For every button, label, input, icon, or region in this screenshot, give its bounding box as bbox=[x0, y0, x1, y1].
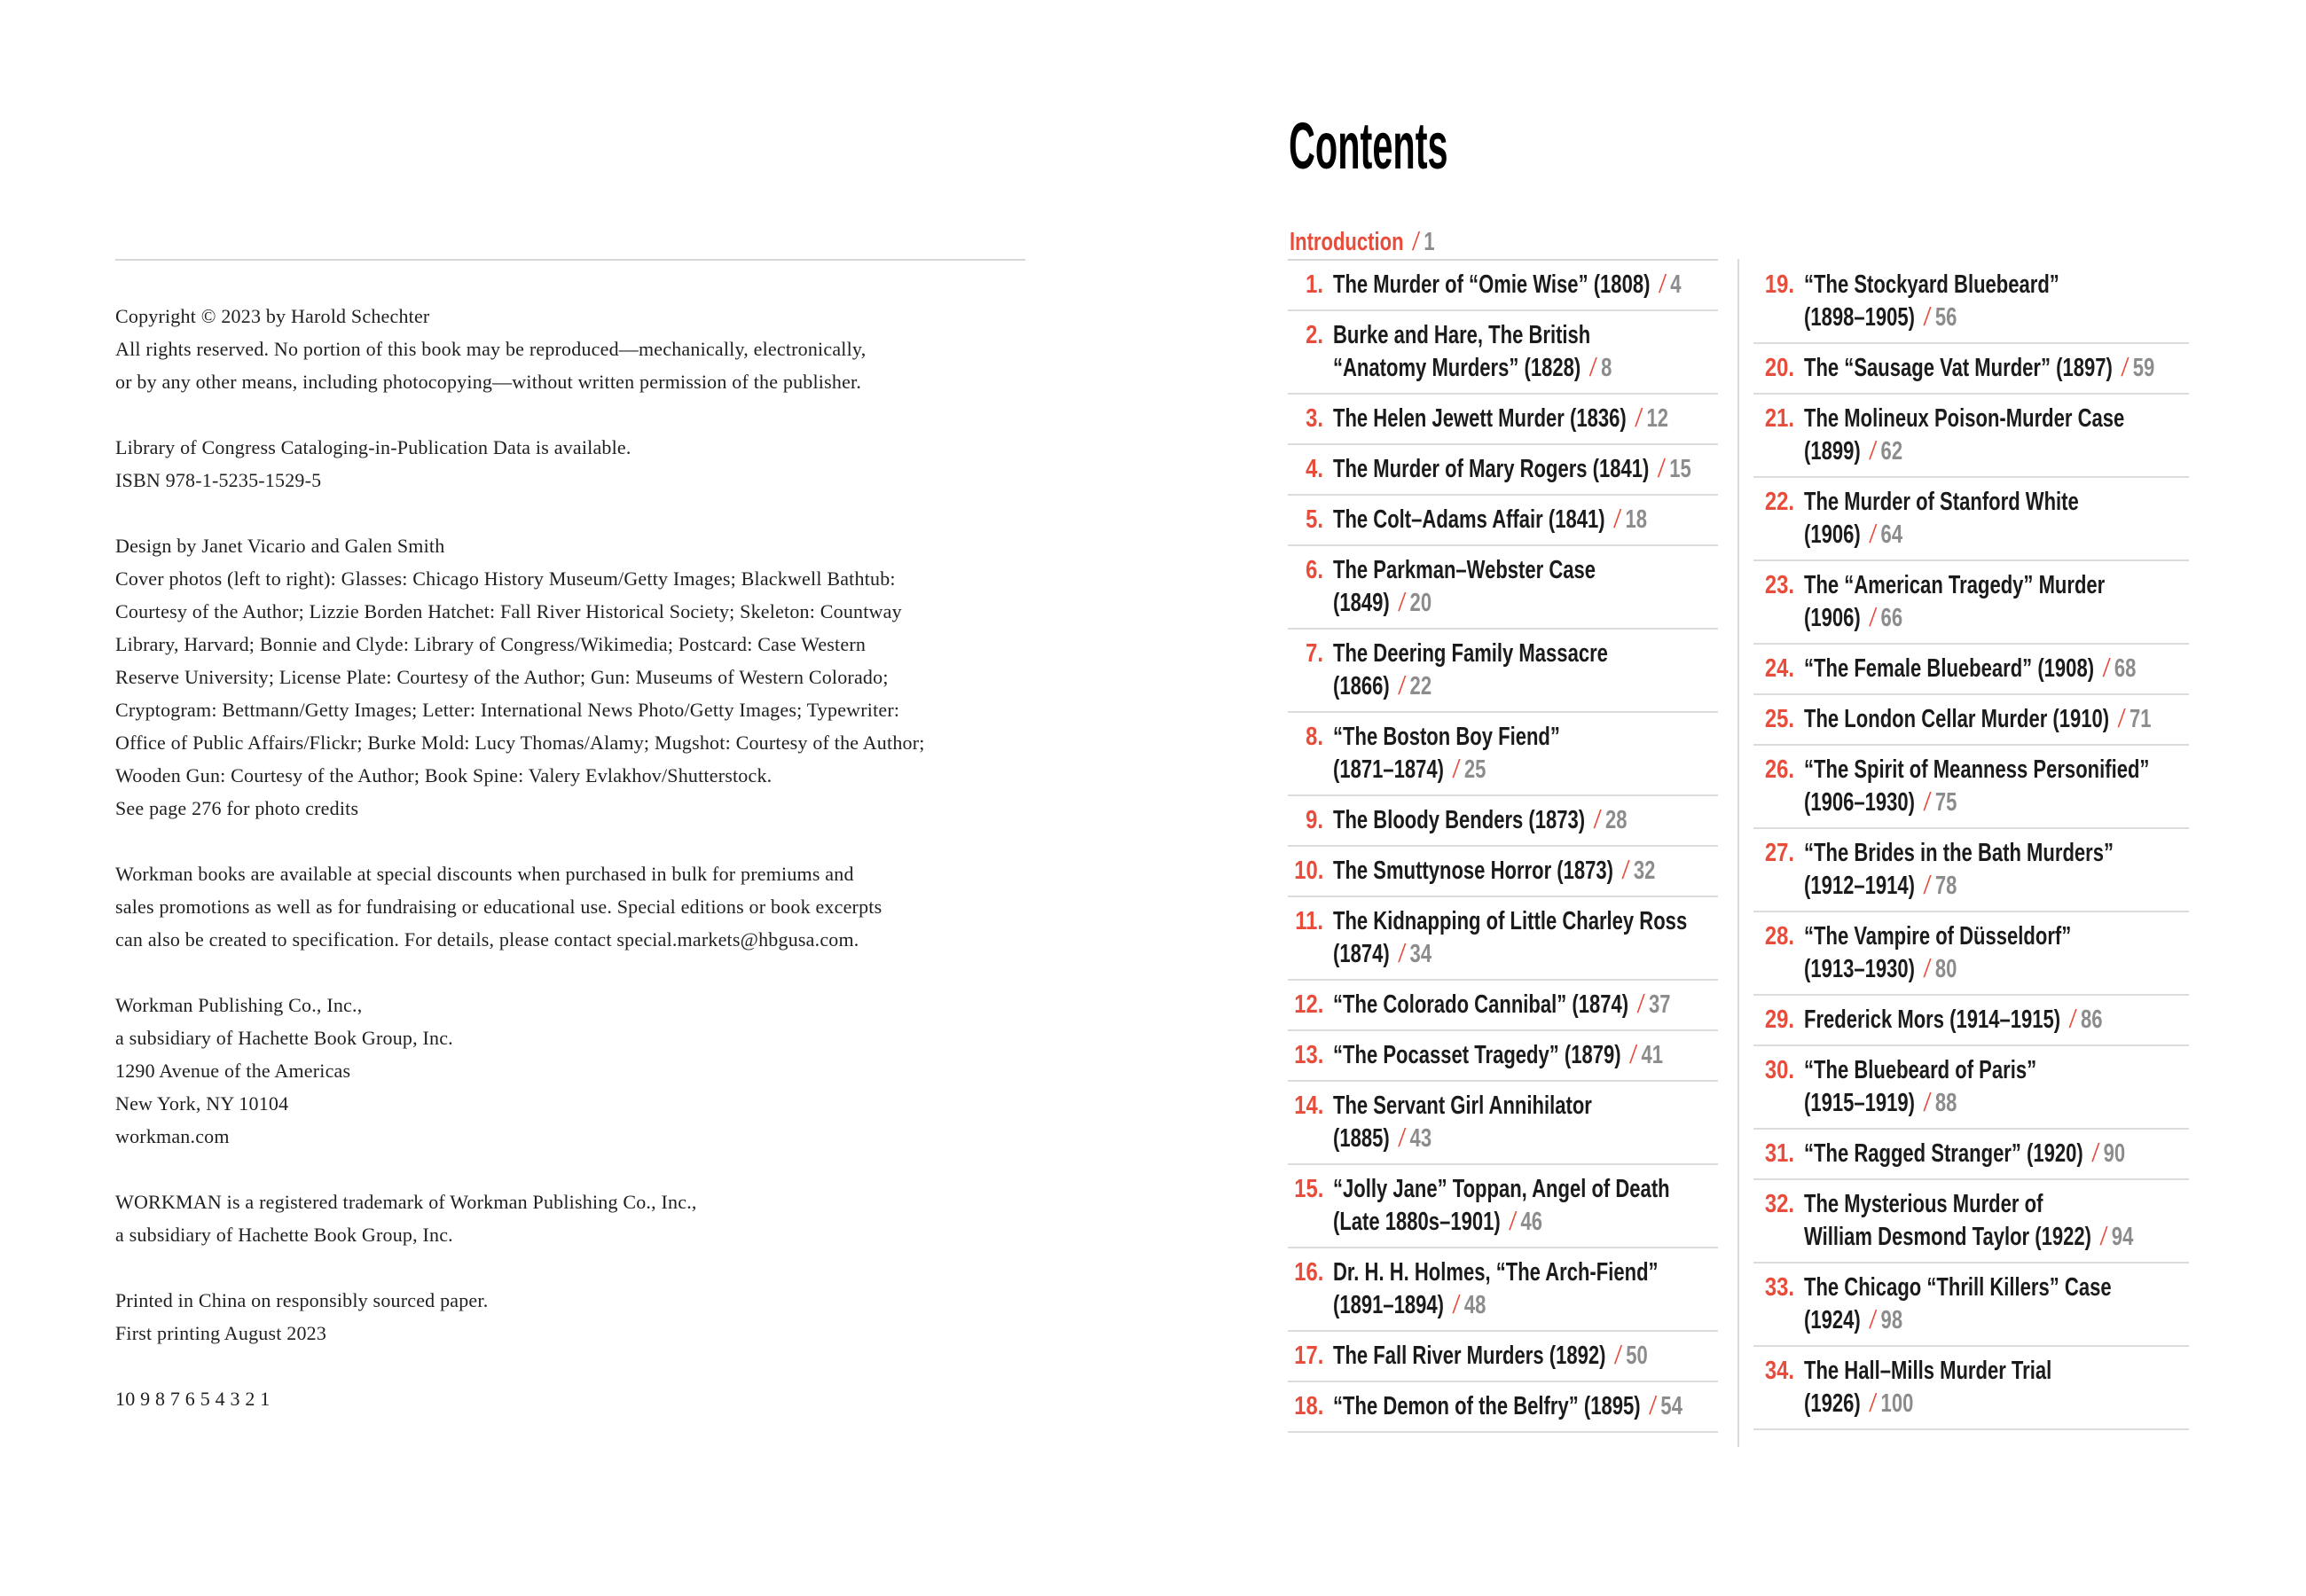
intro-page-number: 1 bbox=[1424, 228, 1435, 256]
toc-entry-line: “The Brides in the Bath Murders” bbox=[1804, 839, 2114, 867]
copyright-text-line: Workman Publishing Co., Inc., bbox=[115, 994, 363, 1016]
toc-entry-page-number: 78 bbox=[1934, 872, 1957, 900]
toc-entry bbox=[1288, 261, 1718, 311]
toc-entry-line: “Jolly Jane” Toppan, Angel of Death bbox=[1333, 1175, 1670, 1203]
toc-entry-number: 5. bbox=[1306, 505, 1323, 534]
copyright-text-line: Wooden Gun: Courtesy of the Author; Book Spine: Valery Evlakhov/Shutterstock. bbox=[115, 764, 773, 786]
toc-entry-page-number: 20 bbox=[1409, 589, 1432, 617]
toc-entry-line: The Mysterious Murder of bbox=[1804, 1190, 2043, 1218]
toc-entry-title bbox=[1804, 569, 2105, 635]
toc-entry-number: 33. bbox=[1764, 1273, 1794, 1302]
copyright-text-line: New York, NY 10104 bbox=[115, 1092, 289, 1115]
toc-entry-page-number: 8 bbox=[1601, 354, 1612, 382]
toc-entry-line: (1912–1914) / 78 bbox=[1804, 872, 1957, 900]
toc-entry-title bbox=[1333, 1173, 1670, 1239]
toc-entry bbox=[1753, 1130, 2189, 1180]
toc-entry-slash: / bbox=[2103, 654, 2109, 683]
copyright-paragraph bbox=[115, 1382, 1055, 1415]
toc-entry-slash: / bbox=[1638, 990, 1644, 1019]
toc-entry-number: 13. bbox=[1294, 1041, 1324, 1069]
toc-entry-page-number: 64 bbox=[1880, 520, 1903, 549]
toc-entry-number: 24. bbox=[1764, 654, 1794, 683]
toc-entry-line: The London Cellar Murder (1910) / 71 bbox=[1804, 705, 2152, 733]
copyright-text-line: or by any other means, including photocopying—without written permission of the publisher. bbox=[115, 371, 862, 393]
toc-entry bbox=[1288, 1031, 1718, 1082]
toc-entry-slash: / bbox=[2118, 705, 2124, 733]
toc-entry bbox=[1288, 395, 1718, 445]
toc-entry-line: (1915–1919) / 88 bbox=[1804, 1089, 1957, 1117]
toc-entry-line: The “Sausage Vat Murder” (1897) / 59 bbox=[1804, 354, 2155, 382]
toc-entry-line: (1849) / 20 bbox=[1333, 589, 1432, 617]
toc-entry-title bbox=[1804, 1054, 2036, 1120]
toc-entry-number: 20. bbox=[1764, 354, 1794, 382]
copyright-text-line: a subsidiary of Hachette Book Group, Inc. bbox=[115, 1027, 453, 1049]
toc-entry bbox=[1288, 1382, 1718, 1433]
toc-entry-page-number: 25 bbox=[1463, 755, 1486, 784]
toc-entry-page-number: 88 bbox=[1934, 1089, 1957, 1117]
toc-entry-line: The Murder of Stanford White bbox=[1804, 488, 2079, 516]
toc-entry-title bbox=[1333, 403, 1668, 435]
toc-entry-page-number: 71 bbox=[2129, 705, 2152, 733]
toc-entry-slash: / bbox=[1615, 1342, 1621, 1370]
toc-entry-number: 12. bbox=[1294, 990, 1324, 1019]
copyright-paragraph bbox=[115, 300, 1055, 398]
copyright-text-line: First printing August 2023 bbox=[115, 1322, 327, 1344]
toc-entry-slash: / bbox=[1510, 1208, 1516, 1236]
toc-entry-page-number: 68 bbox=[2114, 654, 2137, 683]
toc-entry-line: (1899) / 62 bbox=[1804, 437, 1903, 466]
toc-entry-line: (1924) / 98 bbox=[1804, 1306, 1903, 1334]
toc-entry-title bbox=[1333, 721, 1560, 786]
toc-entry-title bbox=[1333, 1039, 1663, 1072]
toc-entry-title bbox=[1804, 1004, 2103, 1037]
toc-entry-line: The Hall–Mills Murder Trial bbox=[1804, 1357, 2052, 1385]
toc-entry-slash: / bbox=[1924, 1089, 1930, 1117]
copyright-text-line: Design by Janet Vicario and Galen Smith bbox=[115, 535, 445, 557]
copyright-paragraph bbox=[115, 431, 1055, 497]
toc-entry-number: 4. bbox=[1306, 455, 1323, 483]
toc-entry-number: 9. bbox=[1306, 806, 1323, 834]
toc-entry-page-number: 18 bbox=[1625, 505, 1647, 534]
toc-entry-line: The Murder of Mary Rogers (1841) / 15 bbox=[1333, 455, 1691, 483]
toc-entry-page-number: 4 bbox=[1670, 270, 1682, 299]
copyright-text-line: a subsidiary of Hachette Book Group, Inc. bbox=[115, 1224, 453, 1246]
toc-entry-number: 3. bbox=[1306, 404, 1323, 433]
toc-entry-line: (1906) / 66 bbox=[1804, 604, 1903, 632]
intro-label: Introduction bbox=[1290, 228, 1404, 256]
copyright-top-rule bbox=[115, 259, 1025, 261]
toc-entry-line: The “American Tragedy” Murder bbox=[1804, 571, 2106, 599]
toc-entry-number: 34. bbox=[1764, 1357, 1794, 1385]
toc-entry-page-number: 43 bbox=[1409, 1124, 1432, 1153]
toc-entry-number: 29. bbox=[1764, 1005, 1794, 1034]
toc-entry-number: 8. bbox=[1306, 723, 1323, 751]
toc-entry-page-number: 37 bbox=[1649, 990, 1671, 1019]
toc-entry-slash: / bbox=[1870, 604, 1876, 632]
toc-entry bbox=[1288, 1248, 1718, 1332]
toc-entry-title bbox=[1804, 1138, 2125, 1170]
toc-entry-page-number: 28 bbox=[1604, 806, 1628, 834]
toc-entry-page-number: 100 bbox=[1880, 1389, 1914, 1418]
toc-entry-page-number: 46 bbox=[1520, 1208, 1543, 1236]
copyright-text-line: workman.com bbox=[115, 1125, 230, 1147]
toc-entry-title bbox=[1804, 1188, 2133, 1254]
toc-entry-slash: / bbox=[1870, 1306, 1876, 1334]
toc-entry-page-number: 86 bbox=[2080, 1005, 2103, 1034]
toc-intro-row bbox=[1290, 226, 1480, 259]
toc-entry-page-number: 80 bbox=[1934, 955, 1957, 983]
toc-entry-number: 15. bbox=[1294, 1175, 1324, 1203]
toc-entry bbox=[1288, 713, 1718, 796]
toc-entry-number: 32. bbox=[1764, 1190, 1794, 1218]
toc-entry-line: “Anatomy Murders” (1828) / 8 bbox=[1333, 354, 1612, 382]
copyright-text-line: Copyright © 2023 by Harold Schechter bbox=[115, 305, 430, 327]
toc-entry-title bbox=[1804, 486, 2079, 552]
toc-entry-line: (1866) / 22 bbox=[1333, 672, 1432, 700]
toc-entry-slash: / bbox=[1870, 520, 1876, 549]
toc-entry-title bbox=[1333, 1090, 1592, 1155]
copyright-paragraph bbox=[115, 1185, 1055, 1251]
toc-entry-slash: / bbox=[1399, 1124, 1405, 1153]
toc-entry-number: 16. bbox=[1294, 1258, 1324, 1287]
toc-entry-number: 17. bbox=[1294, 1342, 1324, 1370]
toc-entry-slash: / bbox=[1453, 755, 1459, 784]
toc-entry-number: 10. bbox=[1294, 857, 1324, 885]
toc-entry bbox=[1753, 1180, 2189, 1264]
copyright-text-line: Cryptogram: Bettmann/Getty Images; Letter: International News Photo/Getty Images; Typewriter: bbox=[115, 699, 900, 721]
toc-entry-line: William Desmond Taylor (1922) / 94 bbox=[1804, 1223, 2134, 1251]
toc-entry-line: (1906–1930) / 75 bbox=[1804, 788, 1957, 817]
copyright-text-line: ISBN 978-1-5235-1529-5 bbox=[115, 469, 322, 491]
toc-entry-page-number: 59 bbox=[2132, 354, 2155, 382]
toc-entry-slash: / bbox=[1594, 806, 1600, 834]
copyright-text-line: sales promotions as well as for fundraising or educational use. Special editions or book excerpts bbox=[115, 896, 882, 918]
toc-entry-line: The Bloody Benders (1873) / 28 bbox=[1333, 806, 1628, 834]
toc-entry-page-number: 66 bbox=[1880, 604, 1903, 632]
toc-entry-line: “The Ragged Stranger” (1920) / 90 bbox=[1804, 1139, 2126, 1168]
copyright-text-block bbox=[115, 300, 1055, 1448]
toc-entry-title bbox=[1333, 554, 1596, 620]
toc-entry-line: The Kidnapping of Little Charley Ross bbox=[1333, 907, 1688, 935]
toc-entry-number: 26. bbox=[1764, 755, 1794, 784]
toc-entry-page-number: 62 bbox=[1880, 437, 1903, 466]
toc-entry-slash: / bbox=[1589, 354, 1596, 382]
copyright-paragraph bbox=[115, 857, 1055, 956]
toc-entry-page-number: 94 bbox=[2111, 1223, 2134, 1251]
toc-entry-number: 18. bbox=[1294, 1392, 1324, 1420]
toc-entry-title bbox=[1804, 837, 2114, 903]
toc-entry-title bbox=[1804, 1355, 2051, 1420]
copyright-paragraph bbox=[115, 1284, 1055, 1350]
toc-entry-number: 23. bbox=[1764, 571, 1794, 599]
toc-entry-number: 19. bbox=[1764, 270, 1794, 299]
toc-entry-line: The Servant Girl Annihilator bbox=[1333, 1091, 1593, 1120]
toc-entry-page-number: 41 bbox=[1641, 1041, 1664, 1069]
toc-entry-slash: / bbox=[1399, 589, 1405, 617]
toc-entry-slash: / bbox=[2069, 1005, 2075, 1034]
toc-column-2 bbox=[1753, 261, 2189, 1430]
toc-entry-page-number: 22 bbox=[1409, 672, 1432, 700]
toc-entry-slash: / bbox=[1630, 1041, 1636, 1069]
toc-entry-line: “The Bluebeard of Paris” bbox=[1804, 1056, 2037, 1084]
toc-entry-slash: / bbox=[2122, 354, 2128, 382]
copyright-text-line: All rights reserved. No portion of this book may be reproduced—mechanically, electronically, bbox=[115, 338, 867, 360]
copyright-paragraph bbox=[115, 989, 1055, 1153]
toc-entry bbox=[1753, 912, 2189, 996]
toc-entry-page-number: 50 bbox=[1626, 1342, 1649, 1370]
toc-entry-line: (1891–1894) / 48 bbox=[1333, 1291, 1486, 1319]
toc-entry-slash: / bbox=[1924, 303, 1930, 332]
copyright-text-line: 1290 Avenue of the Americas bbox=[115, 1060, 351, 1082]
toc-entry-slash: / bbox=[1635, 404, 1642, 433]
toc-entry-title bbox=[1333, 855, 1655, 888]
toc-entry bbox=[1753, 829, 2189, 912]
toc-entry bbox=[1288, 311, 1718, 395]
toc-entry-line: Dr. H. H. Holmes, “The Arch-Fiend” bbox=[1333, 1258, 1659, 1287]
toc-entry-line: The Chicago “Thrill Killers” Case bbox=[1804, 1273, 2112, 1302]
toc-entry-line: The Murder of “Omie Wise” (1808) / 4 bbox=[1333, 270, 1682, 299]
toc-entry-line: (Late 1880s–1901) / 46 bbox=[1333, 1208, 1543, 1236]
toc-entry bbox=[1753, 344, 2189, 395]
toc-entry-slash: / bbox=[1870, 437, 1876, 466]
column-divider bbox=[1737, 259, 1739, 1447]
toc-entry bbox=[1288, 1332, 1718, 1382]
toc-entry-page-number: 15 bbox=[1669, 455, 1691, 483]
toc-entry-title bbox=[1804, 754, 2149, 819]
toc-column-1 bbox=[1288, 261, 1718, 1433]
toc-entry-line: (1898–1905) / 56 bbox=[1804, 303, 1957, 332]
toc-entry-line: “The Vampire of Düsseldorf” bbox=[1804, 922, 2072, 951]
toc-entry-title bbox=[1804, 703, 2151, 736]
toc-entry-line: The Smuttynose Horror (1873) / 32 bbox=[1333, 857, 1656, 885]
toc-entry-title bbox=[1333, 804, 1628, 837]
toc-entry-slash: / bbox=[1650, 1392, 1656, 1420]
toc-entry-number: 14. bbox=[1294, 1091, 1324, 1120]
toc-entry bbox=[1288, 897, 1718, 981]
toc-entry bbox=[1753, 746, 2189, 829]
toc-entry bbox=[1288, 1165, 1718, 1248]
toc-entry-title bbox=[1333, 319, 1612, 385]
toc-entry-number: 28. bbox=[1764, 922, 1794, 951]
toc-entry bbox=[1288, 445, 1718, 496]
toc-entry-number: 27. bbox=[1764, 839, 1794, 867]
toc-entry-number: 7. bbox=[1306, 639, 1323, 668]
toc-entry-number: 30. bbox=[1764, 1056, 1794, 1084]
toc-entry-title bbox=[1333, 1390, 1682, 1423]
toc-entry-line: (1906) / 64 bbox=[1804, 520, 1903, 549]
intro-slash: / bbox=[1413, 228, 1419, 256]
toc-entry-line: The Deering Family Massacre bbox=[1333, 639, 1608, 668]
toc-entry bbox=[1288, 796, 1718, 847]
toc-entry-title bbox=[1333, 989, 1670, 1021]
toc-entry bbox=[1753, 695, 2189, 746]
toc-entry-line: The Molineux Poison-Murder Case bbox=[1804, 404, 2125, 433]
copyright-text-line: See page 276 for photo credits bbox=[115, 797, 359, 819]
toc-entry-number: 1. bbox=[1306, 270, 1323, 299]
toc-entry-line: “The Female Bluebeard” (1908) / 68 bbox=[1804, 654, 2137, 683]
toc-entry-line: Burke and Hare, The British bbox=[1333, 321, 1591, 349]
toc-entry-slash: / bbox=[1924, 872, 1930, 900]
toc-entry-line: “The Spirit of Meanness Personified” bbox=[1804, 755, 2150, 784]
toc-entry-page-number: 98 bbox=[1880, 1306, 1903, 1334]
toc-entry-line: (1926) / 100 bbox=[1804, 1389, 1914, 1418]
toc-entry-slash: / bbox=[1399, 940, 1405, 968]
toc-entry-line: The Colt–Adams Affair (1841) / 18 bbox=[1333, 505, 1647, 534]
toc-entry-title bbox=[1804, 653, 2136, 685]
toc-entry bbox=[1288, 847, 1718, 897]
toc-entry-line: (1913–1930) / 80 bbox=[1804, 955, 1957, 983]
toc-entry-line: “The Stockyard Bluebeard” bbox=[1804, 270, 2059, 299]
toc-entry-title bbox=[1333, 638, 1608, 703]
toc-entry-title bbox=[1804, 352, 2154, 385]
copyright-text-line: WORKMAN is a registered trademark of Workman Publishing Co., Inc., bbox=[115, 1191, 697, 1213]
copyright-text-line: Library, Harvard; Bonnie and Clyde: Library of Congress/Wikimedia; Postcard: Case Western bbox=[115, 633, 867, 655]
copyright-text-line: Printed in China on responsibly sourced paper. bbox=[115, 1289, 489, 1311]
toc-entry-number: 22. bbox=[1764, 488, 1794, 516]
toc-entry-line: (1874) / 34 bbox=[1333, 940, 1432, 968]
toc-intro-content bbox=[1290, 226, 1435, 259]
toc-entry-number: 6. bbox=[1306, 556, 1323, 584]
toc-entry-title bbox=[1333, 1256, 1659, 1322]
toc-entry bbox=[1288, 496, 1718, 546]
toc-entry bbox=[1753, 1347, 2189, 1430]
copyright-text-line: Library of Congress Cataloging-in-Publication Data is available. bbox=[115, 436, 631, 458]
toc-entry-line: “The Pocasset Tragedy” (1879) / 41 bbox=[1333, 1041, 1664, 1069]
toc-entry bbox=[1753, 478, 2189, 561]
copyright-text-line: Office of Public Affairs/Flickr; Burke Mold: Lucy Thomas/Alamy; Mugshot: Courtesy of the Author; bbox=[115, 732, 925, 754]
toc-entry-line: Frederick Mors (1914–1915) / 86 bbox=[1804, 1005, 2103, 1034]
toc-entry bbox=[1288, 981, 1718, 1031]
toc-entry-slash: / bbox=[1659, 455, 1665, 483]
toc-entry-page-number: 34 bbox=[1409, 940, 1432, 968]
toc-entry-title bbox=[1804, 1271, 2112, 1337]
toc-entry bbox=[1753, 395, 2189, 478]
toc-entry bbox=[1753, 561, 2189, 645]
toc-entry-number: 21. bbox=[1764, 404, 1794, 433]
toc-entry bbox=[1288, 1082, 1718, 1165]
toc-entry-slash: / bbox=[1453, 1291, 1460, 1319]
toc-entry bbox=[1288, 546, 1718, 630]
copyright-text-line: Courtesy of the Author; Lizzie Borden Hatchet: Fall River Historical Society; Skeleton: Countway bbox=[115, 600, 902, 622]
toc-entry-number: 11. bbox=[1295, 907, 1323, 935]
toc-entry-number: 31. bbox=[1764, 1139, 1794, 1168]
toc-entry bbox=[1753, 1264, 2189, 1347]
toc-entry-title bbox=[1333, 453, 1691, 486]
toc-entry-line: The Fall River Murders (1892) / 50 bbox=[1333, 1342, 1649, 1370]
toc-entry-line: (1885) / 43 bbox=[1333, 1124, 1432, 1153]
toc-entry-slash: / bbox=[1659, 270, 1666, 299]
copyright-paragraph bbox=[115, 529, 1055, 825]
toc-entry-page-number: 32 bbox=[1634, 857, 1656, 885]
toc-entry bbox=[1753, 261, 2189, 344]
toc-entry-page-number: 12 bbox=[1646, 404, 1669, 433]
toc-entry-title bbox=[1333, 905, 1687, 971]
copyright-text-line: Reserve University; License Plate: Courtesy of the Author; Gun: Museums of Western Colorado; bbox=[115, 666, 889, 688]
toc-entry bbox=[1753, 645, 2189, 695]
toc-entry-title bbox=[1804, 403, 2124, 468]
toc-entry-slash: / bbox=[1870, 1389, 1876, 1418]
toc-entry-page-number: 54 bbox=[1660, 1392, 1683, 1420]
toc-entry-title bbox=[1333, 504, 1647, 536]
toc-entry-line: The Helen Jewett Murder (1836) / 12 bbox=[1333, 404, 1669, 433]
toc-entry bbox=[1753, 1046, 2189, 1130]
page-title: Contents bbox=[1289, 109, 1448, 183]
toc-entry-page-number: 90 bbox=[2103, 1139, 2126, 1168]
toc-entry-slash: / bbox=[1614, 505, 1620, 534]
toc-entry-title bbox=[1333, 1340, 1648, 1373]
toc-entry-slash: / bbox=[1924, 955, 1930, 983]
copyright-text-line: can also be created to specification. For details, please contact special.markets@hbgusa.com. bbox=[115, 928, 859, 951]
toc-entry-title bbox=[1804, 920, 2071, 986]
copyright-text-line: Cover photos (left to right): Glasses: Chicago History Museum/Getty Images; Blackwell Bathtub: bbox=[115, 567, 896, 590]
toc-entry-slash: / bbox=[1924, 788, 1930, 817]
toc-entry bbox=[1288, 630, 1718, 713]
toc-entry-title bbox=[1804, 269, 2059, 334]
toc-entry-slash: / bbox=[1622, 857, 1629, 885]
toc-entry-title bbox=[1333, 269, 1682, 301]
toc-entry-page-number: 48 bbox=[1464, 1291, 1486, 1319]
toc-entry bbox=[1753, 996, 2189, 1046]
toc-entry-slash: / bbox=[2092, 1139, 2098, 1168]
toc-entry-line: “The Demon of the Belfry” (1895) / 54 bbox=[1333, 1392, 1683, 1420]
toc-entry-line: “The Colorado Cannibal” (1874) / 37 bbox=[1333, 990, 1671, 1019]
copyright-text-line: 10 9 8 7 6 5 4 3 2 1 bbox=[115, 1388, 271, 1410]
toc-entry-line: The Parkman–Webster Case bbox=[1333, 556, 1596, 584]
toc-entry-page-number: 56 bbox=[1934, 303, 1957, 332]
toc-entry-line: (1871–1874) / 25 bbox=[1333, 755, 1486, 784]
toc-entry-number: 2. bbox=[1306, 321, 1323, 349]
copyright-text-line: Workman books are available at special discounts when purchased in bulk for premiums and bbox=[115, 863, 854, 885]
toc-entry-slash: / bbox=[1399, 672, 1405, 700]
toc-entry-line: “The Boston Boy Fiend” bbox=[1333, 723, 1560, 751]
toc-entry-number: 25. bbox=[1764, 705, 1794, 733]
toc-entry-page-number: 75 bbox=[1934, 788, 1957, 817]
toc-entry-slash: / bbox=[2100, 1223, 2106, 1251]
